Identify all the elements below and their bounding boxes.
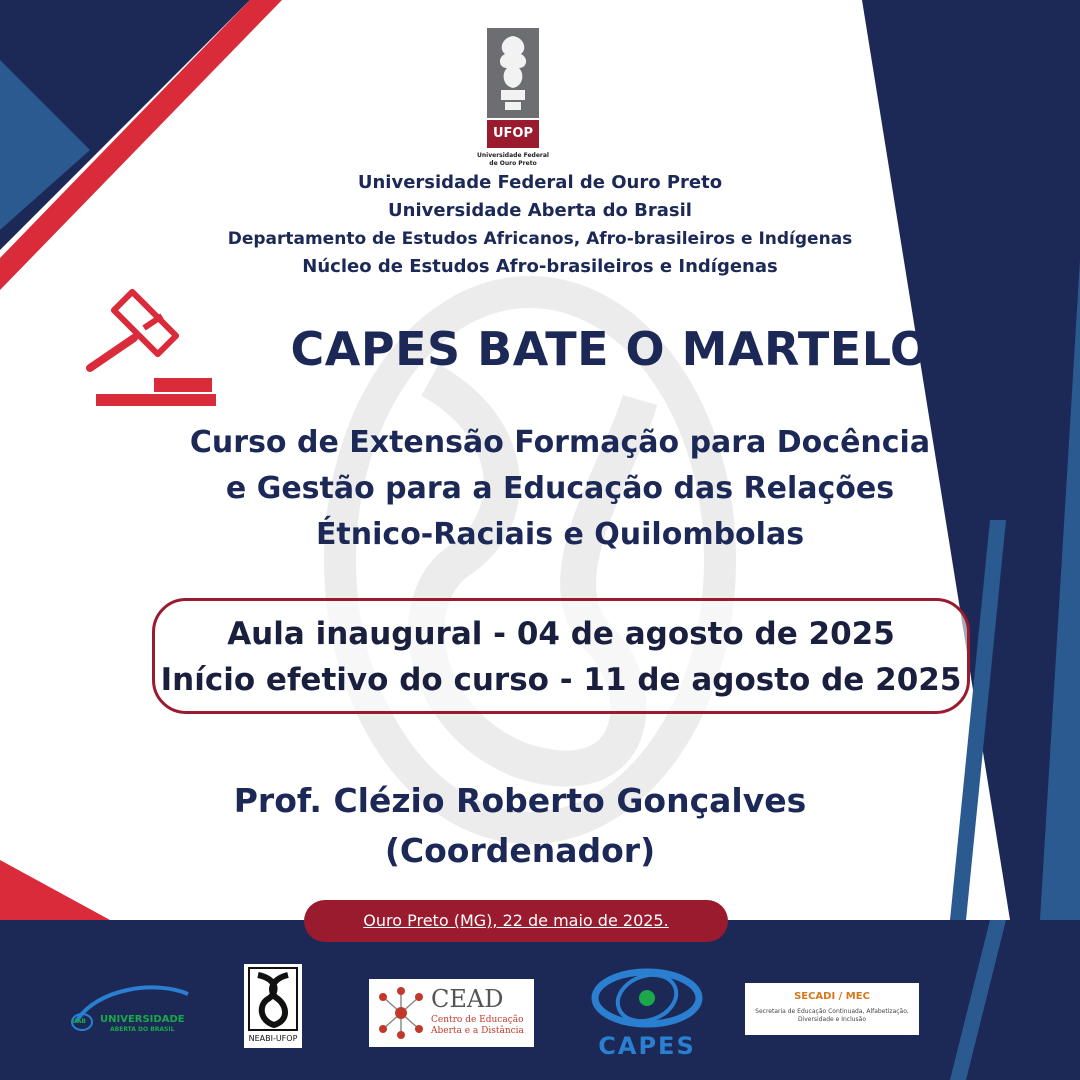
header-line-neabi: Núcleo de Estudos Afro-brasileiros e Indígenas [302,256,778,277]
secadi-line1: Secretaria de Educação Continuada, Alfabetização, [755,1008,909,1015]
ufop-caption-line1: Universidade Federal [477,152,549,159]
coordinator-role: (Coordenador) [384,831,656,870]
uab-small: UAB [72,1018,86,1025]
secadi-logo [745,983,919,1035]
ufop-acronym: UFOP [487,120,539,148]
secadi-line2: Diversidade e Inclusão [797,1016,867,1023]
neabi-logo [244,964,302,1048]
place-date-badge: Ouro Preto (MG), 22 de maio de 2025. [304,900,728,942]
header-line-ufop: Universidade Federal de Ouro Preto [357,172,723,193]
cead-name: CEAD [431,985,504,1013]
inaugural-class-date: Aula inaugural - 04 de agosto de 2025 [227,616,895,652]
ufop-emblem-icon [487,28,539,118]
coordinator [150,776,890,876]
ufop-caption [462,152,564,168]
capes-logo [590,958,704,1062]
cead-logo [369,979,534,1047]
secadi-title: SECADI / MEC [794,991,870,1002]
neabi-symbol-icon [248,967,298,1031]
uab-line2: ABERTA DO BRASIL [110,1026,175,1033]
course-subtitle [20,420,1080,558]
cead-subtitle [431,1015,524,1037]
course-start-date: Início efetivo do curso - 11 de agosto de 2025 [160,662,962,698]
ufop-caption-line2: de Ouro Preto [489,160,537,167]
main-title: CAPES BATE O MARTELO [290,322,930,376]
uab-line1: UNIVERSIDADE [100,1014,185,1025]
cead-line1: Centro de Educação [431,1015,524,1025]
subtitle-line-3: Étnico-Raciais e Quilombolas [315,517,805,552]
dates-box [152,598,970,714]
subtitle-line-1: Curso de Extensão Formação para Docência [189,425,931,460]
coordinator-name: Prof. Clézio Roberto Gonçalves [233,781,807,820]
header-line-uab: Universidade Aberta do Brasil [388,200,692,221]
uab-logo [66,978,198,1038]
header-line-department: Departamento de Estudos Africanos, Afro-brasileiros e Indígenas [227,229,853,249]
cead-line2: Aberta e a Distância [431,1026,524,1036]
bottom-left-red-shape [0,860,110,920]
cead-molecule-icon [373,985,429,1041]
subtitle-line-2: e Gestão para a Educação das Relações [225,471,895,506]
institution-header [0,169,1080,281]
neabi-caption: NEABI-UFOP [248,1034,298,1043]
capes-rings-icon [590,958,704,1030]
capes-name: CAPES [598,1032,696,1060]
ufop-logo-emblem [487,28,539,118]
